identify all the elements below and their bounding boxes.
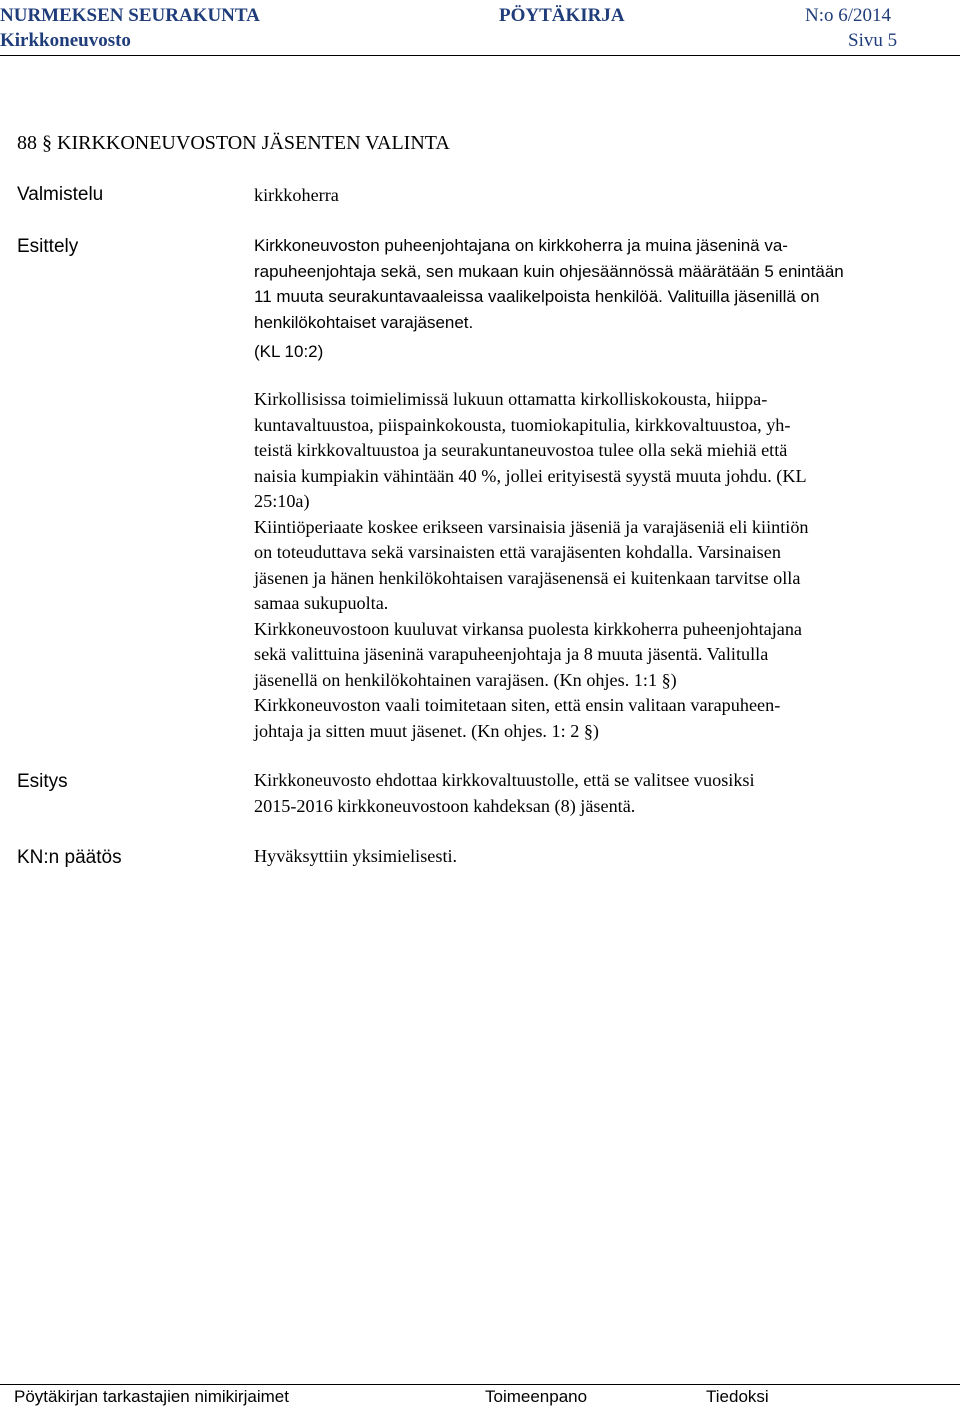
esitys-text (254, 768, 944, 819)
esittely-text (254, 233, 944, 335)
valmistelu-value: kirkkoherra (254, 185, 339, 205)
doc-type: PÖYTÄKIRJA (499, 5, 625, 26)
body-text (254, 387, 944, 744)
page-header (0, 0, 960, 52)
esittely-label: Esittely (17, 236, 79, 257)
esittely-line: Kirkkoneuvoston puheenjohtajana on kirkkoherra ja muina jäseninä va- (254, 236, 788, 255)
valmistelu-label: Valmistelu (17, 184, 104, 205)
paatos-text (254, 844, 944, 870)
body-line: naisia kumpiakin vähintään 40 %, jollei erityisestä syystä muuta johdu. (KL (254, 465, 807, 486)
body-name: Kirkkoneuvosto (0, 30, 131, 51)
esittely-line: 11 muuta seurakuntavaaleissa vaalikelpoista henkilöä. Valituilla jäsenillä on (254, 287, 820, 306)
footer-info: Tiedoksi (706, 1387, 769, 1406)
footer-signatures: Pöytäkirjan tarkastajien nimikirjaimet (14, 1387, 289, 1406)
body-line: teistä kirkkovaltuustoa ja seurakuntaneuvostoa tulee olla sekä miehiä että (254, 440, 788, 460)
footer-execution: Toimeenpano (485, 1387, 588, 1406)
esitys-label: Esitys (17, 771, 68, 792)
esittely-ref-text: (KL 10:2) (254, 342, 324, 361)
footer-divider (0, 1384, 960, 1385)
body-line: jäsenen ja hänen henkilökohtaisen varajäsenensä ei kuitenkaan tarvitse olla (254, 567, 801, 588)
paatos-label: KN:n päätös (17, 847, 122, 868)
body-line: Kirkkoneuvostoon kuuluvat virkansa puolesta kirkkoherra puheenjohtajana (254, 618, 803, 639)
esittely-line: henkilökohtaiset varajäsenet. (254, 312, 474, 332)
esittely-line: rapuheenjohtaja sekä, sen mukaan kuin ohjesäännössä määrätään 5 enintään (254, 261, 844, 281)
paatos-value: Hyväksyttiin yksimielisesti. (254, 846, 458, 866)
body-line: samaa sukupuolta. (254, 593, 389, 613)
body-line: on toteuduttava sekä varsinaisten että varajäsenten kohdalla. Varsinaisen (254, 542, 781, 562)
body-line: Kiintiöperiaate koskee erikseen varsinaisia jäseniä ja varajäseniä eli kiintiön (254, 516, 809, 537)
body-line: jäsenellä on henkilökohtainen varajäsen. (Kn ohjes. 1:1 §) (254, 669, 677, 690)
valmistelu-text (254, 183, 944, 209)
body-line: Kirkkoneuvoston vaali toimitetaan siten, että ensin valitaan varapuheen- (254, 695, 781, 715)
body-line: kuntavaltuustoa, piispainkokousta, tuomiokapitulia, kirkkovaltuustoa, yh- (254, 414, 791, 435)
item-title: 88 § KIRKKONEUVOSTON JÄSENTEN VALINTA (17, 132, 450, 154)
esittely-reference (254, 339, 944, 365)
body-line: Kirkollisissa toimielimissä lukuun ottamatta kirkolliskokousta, hiippa- (254, 389, 768, 409)
header-divider (0, 55, 960, 56)
body-line: sekä valittuina jäseninä varapuheenjohtaja ja 8 muuta jäsentä. Valitulla (254, 644, 769, 664)
esitys-line: Kirkkoneuvosto ehdottaa kirkkovaltuustolle, että se valitsee vuosiksi (254, 770, 755, 790)
doc-number: N:o 6/2014 (805, 5, 892, 26)
body-line: 25:10a) (254, 491, 310, 511)
body-line: johtaja ja sitten muut jäsenet. (Kn ohjes. 1: 2 §) (254, 720, 599, 741)
page-number: Sivu 5 (848, 30, 898, 51)
org-name: NURMEKSEN SEURAKUNTA (0, 5, 260, 26)
esitys-line: 2015-2016 kirkkoneuvostoon kahdeksan (8) jäsentä. (254, 795, 636, 816)
